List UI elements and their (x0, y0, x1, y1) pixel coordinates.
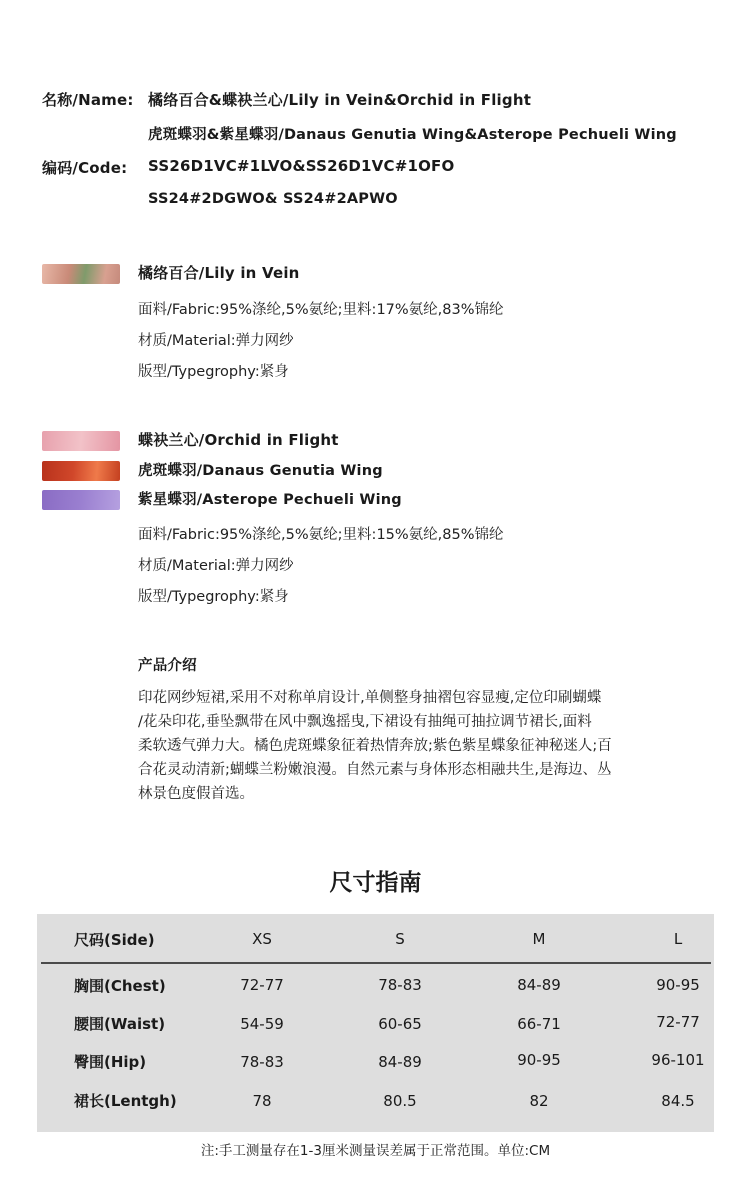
asterope-title: 紫星蝶羽/Asterope Pechueli Wing (138, 492, 402, 508)
table-cell: 84-89 (378, 1053, 422, 1071)
size-header-m: M (532, 930, 546, 948)
intro-line: 林景色度假首选。 (138, 786, 254, 802)
table-cell: 54-59 (240, 1015, 284, 1033)
orchid-material: 材质/Material:弹力网纱 (138, 558, 294, 574)
orchid-title: 蝶袂兰心/Orchid in Flight (138, 431, 339, 449)
orchid-fit: 版型/Typegrophy:紧身 (138, 589, 289, 605)
danaus-swatch (42, 461, 120, 481)
table-cell: 78-83 (378, 976, 422, 994)
product-name-line2: 虎斑蝶羽&紫星蝶羽/Danaus Genutia Wing&Asterope Pechueli Wing (148, 127, 677, 143)
size-header-xs: XS (252, 930, 272, 948)
intro-title: 产品介绍 (138, 658, 197, 674)
table-cell: 84-89 (517, 976, 561, 994)
table-cell: 90-95 (656, 976, 700, 994)
table-cell: 78-83 (240, 1053, 284, 1071)
product-code-line2: SS24#2DGWO& SS24#2APWO (148, 191, 398, 207)
table-cell: 78 (252, 1092, 272, 1110)
size-header-l: L (673, 930, 683, 948)
code-label: 编码/Code: (42, 159, 128, 177)
product-code-line1: SS26D1VC#1LVO&SS26D1VC#1OFO (148, 157, 455, 175)
lily-material: 材质/Material:弹力网纱 (138, 333, 294, 349)
table-cell: 80.5 (383, 1092, 417, 1110)
table-cell: 82 (529, 1092, 549, 1110)
row-label-length: 裙长(Lentgh) (74, 1092, 177, 1110)
product-name-line1: 橘络百合&蝶袂兰心/Lily in Vein&Orchid in Flight (148, 91, 532, 109)
intro-line: 柔软透气弹力大。橘色虎斑蝶象征着热情奔放;紫色紫星蝶象征神秘迷人;百 (138, 738, 612, 754)
danaus-title: 虎斑蝶羽/Danaus Genutia Wing (138, 463, 383, 479)
intro-line: 印花网纱短裙,采用不对称单肩设计,单侧整身抽褶包容显瘦,定位印刷蝴蝶 (138, 690, 602, 706)
size-guide-title: 尺寸指南 (329, 870, 422, 896)
lily-fit: 版型/Typegrophy:紧身 (138, 364, 289, 380)
table-cell: 66-71 (517, 1015, 561, 1033)
table-cell: 84.5 (661, 1092, 695, 1110)
table-divider (41, 962, 711, 964)
intro-line: /花朵印花,垂坠飘带在风中飘逸摇曳,下裙设有抽绳可抽拉调节裙长,面料 (138, 714, 592, 730)
size-header-label: 尺码(Side) (74, 931, 155, 949)
lily-fabric: 面料/Fabric:95%涤纶,5%氨纶;里料:17%氨纶,83%锦纶 (138, 302, 504, 318)
measurement-note: 注:手工测量存在1-3厘米测量误差属于正常范围。单位:CM (200, 1143, 551, 1159)
row-label-waist: 腰围(Waist) (74, 1015, 166, 1033)
orchid-fabric: 面料/Fabric:95%涤纶,5%氨纶;里料:15%氨纶,85%锦纶 (138, 527, 504, 543)
row-label-chest: 胸围(Chest) (74, 977, 166, 995)
intro-line: 合花灵动清新;蝴蝶兰粉嫩浪漫。自然元素与身体形态相融共生,是海边、丛 (138, 762, 612, 778)
table-cell: 90-95 (517, 1051, 561, 1069)
table-cell: 72-77 (240, 976, 284, 994)
size-header-s: S (395, 930, 405, 948)
asterope-swatch (42, 490, 120, 510)
table-cell: 96-101 (651, 1051, 705, 1069)
intro-text (138, 686, 718, 806)
lily-title: 橘络百合/Lily in Vein (138, 264, 300, 282)
orchid-swatch (42, 431, 120, 451)
name-label: 名称/Name: (42, 91, 134, 109)
table-cell: 60-65 (378, 1015, 422, 1033)
lily-swatch (42, 264, 120, 284)
row-label-hip: 臀围(Hip) (74, 1053, 147, 1071)
table-cell: 72-77 (656, 1013, 700, 1031)
